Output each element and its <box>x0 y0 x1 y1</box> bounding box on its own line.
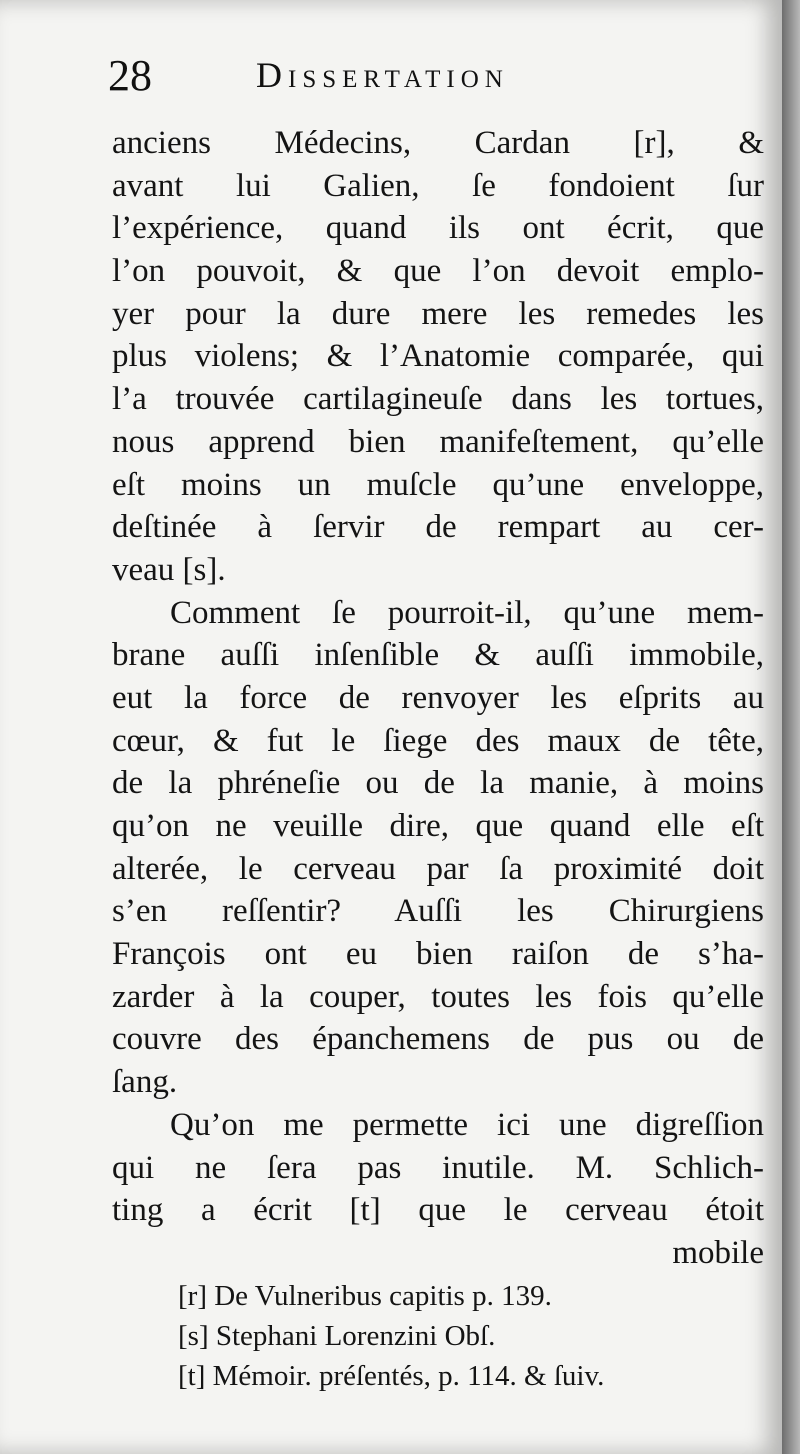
text-line: qu’on ne veuille dire, que quand elle eſt <box>112 808 764 844</box>
paragraph-3 <box>112 1104 764 1275</box>
text-line: avant lui Galien, ſe fondoient ſur <box>112 167 764 204</box>
paragraph-1 <box>112 122 764 592</box>
text-line: l’expérience, quand ils ont écrit, que <box>112 210 764 247</box>
footnote-r: [r] De Vulneribus capitis p. 139. <box>178 1280 552 1312</box>
text-line: de la phréneſie ou de la manie, à moins <box>112 765 764 802</box>
text-line: couvre des épanchemens de pus ou de <box>112 1021 764 1058</box>
text-line: eut la force de renvoyer les eſprits au <box>112 679 764 716</box>
text-line: plus violens; & l’Anatomie comparée, qui <box>112 338 764 375</box>
body-text <box>112 122 764 1275</box>
page-edge-shadow <box>782 0 800 1454</box>
text-line: ſang. <box>112 1064 178 1101</box>
text-line: l’a trouvée cartilagineuſe dans les tortues, <box>112 381 764 418</box>
text-line: Qu’on me permette ici une digreſſion <box>170 1106 764 1143</box>
footnote-t: [t] Mémoir. préſentés, p. 114. & ſuiv. <box>178 1360 605 1392</box>
page-number: 28 <box>108 51 152 100</box>
text-line: deſtinée à ſervir de rempart au cer- <box>112 509 764 546</box>
text-line: zarder à la couper, toutes les fois qu’elle <box>112 978 764 1015</box>
text-line: cœur, & fut le ſiege des maux de tête, <box>112 722 764 759</box>
paragraph-2 <box>112 592 764 1104</box>
text-line: yer pour la dure mere les remedes les <box>112 295 764 332</box>
text-line: veau [s]. <box>112 551 226 588</box>
text-line: Comment ſe pourroit-il, qu’une mem- <box>170 594 764 631</box>
text-line: l’on pouvoit, & que l’on devoit emplo- <box>112 253 764 290</box>
text-line: s’en reſſentir? Auſſi les Chirurgiens <box>112 893 764 930</box>
footnote-s: [s] Stephani Lorenzini Obſ. <box>178 1320 496 1352</box>
catchword: mobile <box>672 1234 764 1271</box>
footnotes <box>178 1276 778 1396</box>
page-header <box>108 50 748 110</box>
text-line: qui ne ſera pas inutile. M. Schlich- <box>112 1149 764 1186</box>
text-line: ting a écrit [t] que le cerveau étoit <box>112 1192 764 1229</box>
running-title: Dissertation <box>256 55 509 95</box>
text-line: brane auſſi inſenſible & auſſi immobile, <box>112 637 764 674</box>
text-line: eſt moins un muſcle qu’une enveloppe, <box>112 466 764 503</box>
text-line: alterée, le cerveau par ſa proximité doit <box>112 850 764 887</box>
text-line: nous apprend bien manifeſtement, qu’elle <box>112 423 764 460</box>
text-line: François ont eu bien raiſon de s’ha- <box>112 936 764 973</box>
text-line: anciens Médecins, Cardan [r], & <box>112 125 764 161</box>
